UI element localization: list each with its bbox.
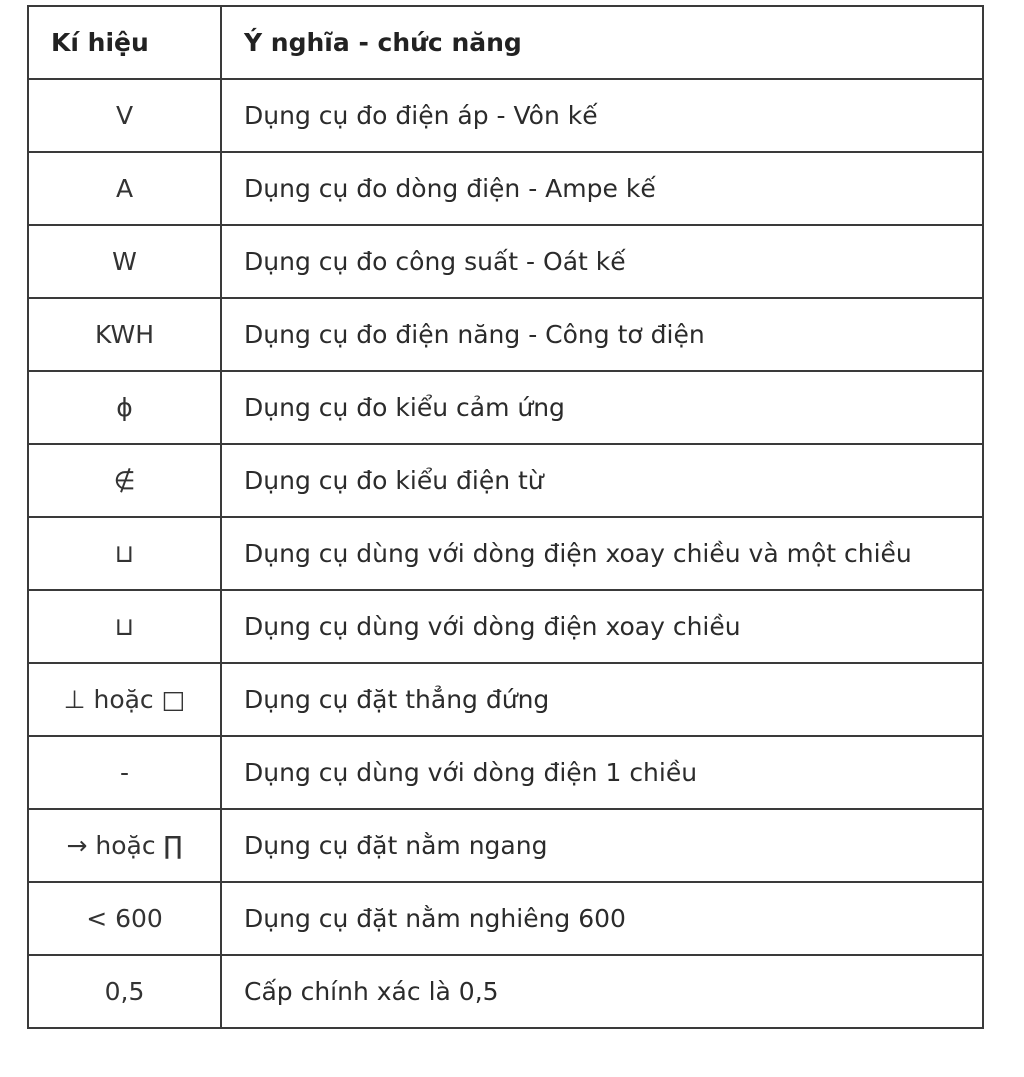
symbol-cell: ⊥ hoặc □: [28, 663, 221, 736]
meaning-text: Cấp chính xác là 0,5: [244, 977, 499, 1006]
meaning-text: Dụng cụ đo công suất - Oát kế: [244, 247, 626, 276]
meaning-cell: [221, 590, 983, 663]
meaning-cell: [221, 736, 983, 809]
table-row: [28, 371, 983, 444]
symbol-cell: → hoặc ∏: [28, 809, 221, 882]
symbol-cell: W: [28, 225, 221, 298]
meaning-cell: [221, 882, 983, 955]
meaning-cell: [221, 809, 983, 882]
table-row: [28, 152, 983, 225]
table-row: [28, 444, 983, 517]
symbol-cell: A: [28, 152, 221, 225]
symbol-cell: V: [28, 79, 221, 152]
meaning-cell: [221, 298, 983, 371]
meaning-text: Dụng cụ đặt nằm ngang: [244, 831, 548, 860]
table-row: [28, 590, 983, 663]
symbol-table: [27, 5, 984, 1029]
meaning-text: Dụng cụ đặt thẳng đứng: [244, 685, 550, 714]
header-row: [28, 6, 983, 79]
header-meaning: Ý nghĩa - chức năng: [221, 6, 983, 79]
meaning-text: Dụng cụ đo dòng điện - Ampe kế: [244, 174, 656, 203]
table-row: [28, 225, 983, 298]
symbol-cell: ∉: [28, 444, 221, 517]
meaning-text: Dụng cụ đo kiểu cảm ứng: [244, 393, 565, 422]
table-row: [28, 736, 983, 809]
meaning-cell: [221, 663, 983, 736]
symbol-cell: ⊔: [28, 517, 221, 590]
meaning-text: Dụng cụ đo kiểu điện từ: [244, 466, 544, 495]
header-symbol: Kí hiệu: [28, 6, 221, 79]
table-row: [28, 298, 983, 371]
meaning-text: Dụng cụ dùng với dòng điện xoay chiều: [244, 612, 741, 641]
meaning-text: Dụng cụ đo điện năng - Công tơ điện: [244, 320, 705, 349]
symbol-cell: 0,5: [28, 955, 221, 1028]
table-body: [28, 79, 983, 1028]
table-row: [28, 517, 983, 590]
meaning-cell: [221, 444, 983, 517]
meaning-text: Dụng cụ đặt nằm nghiêng 600: [244, 904, 626, 933]
meaning-cell: [221, 152, 983, 225]
symbol-cell: < 600: [28, 882, 221, 955]
symbol-cell: ϕ: [28, 371, 221, 444]
table-row: [28, 955, 983, 1028]
symbol-cell: KWH: [28, 298, 221, 371]
meaning-cell: [221, 371, 983, 444]
table-row: [28, 809, 983, 882]
table-row: [28, 663, 983, 736]
symbol-cell: ⊔: [28, 590, 221, 663]
table-row: [28, 882, 983, 955]
meaning-text: Dụng cụ dùng với dòng điện 1 chiều: [244, 758, 698, 787]
table-row: [28, 79, 983, 152]
symbol-cell: -: [28, 736, 221, 809]
meaning-cell: [221, 955, 983, 1028]
meaning-text: Dụng cụ dùng với dòng điện xoay chiều và một chiều: [244, 539, 912, 568]
meaning-cell: [221, 79, 983, 152]
meaning-cell: [221, 225, 983, 298]
meaning-text: Dụng cụ đo điện áp - Vôn kế: [244, 101, 598, 130]
meaning-cell: [221, 517, 983, 590]
